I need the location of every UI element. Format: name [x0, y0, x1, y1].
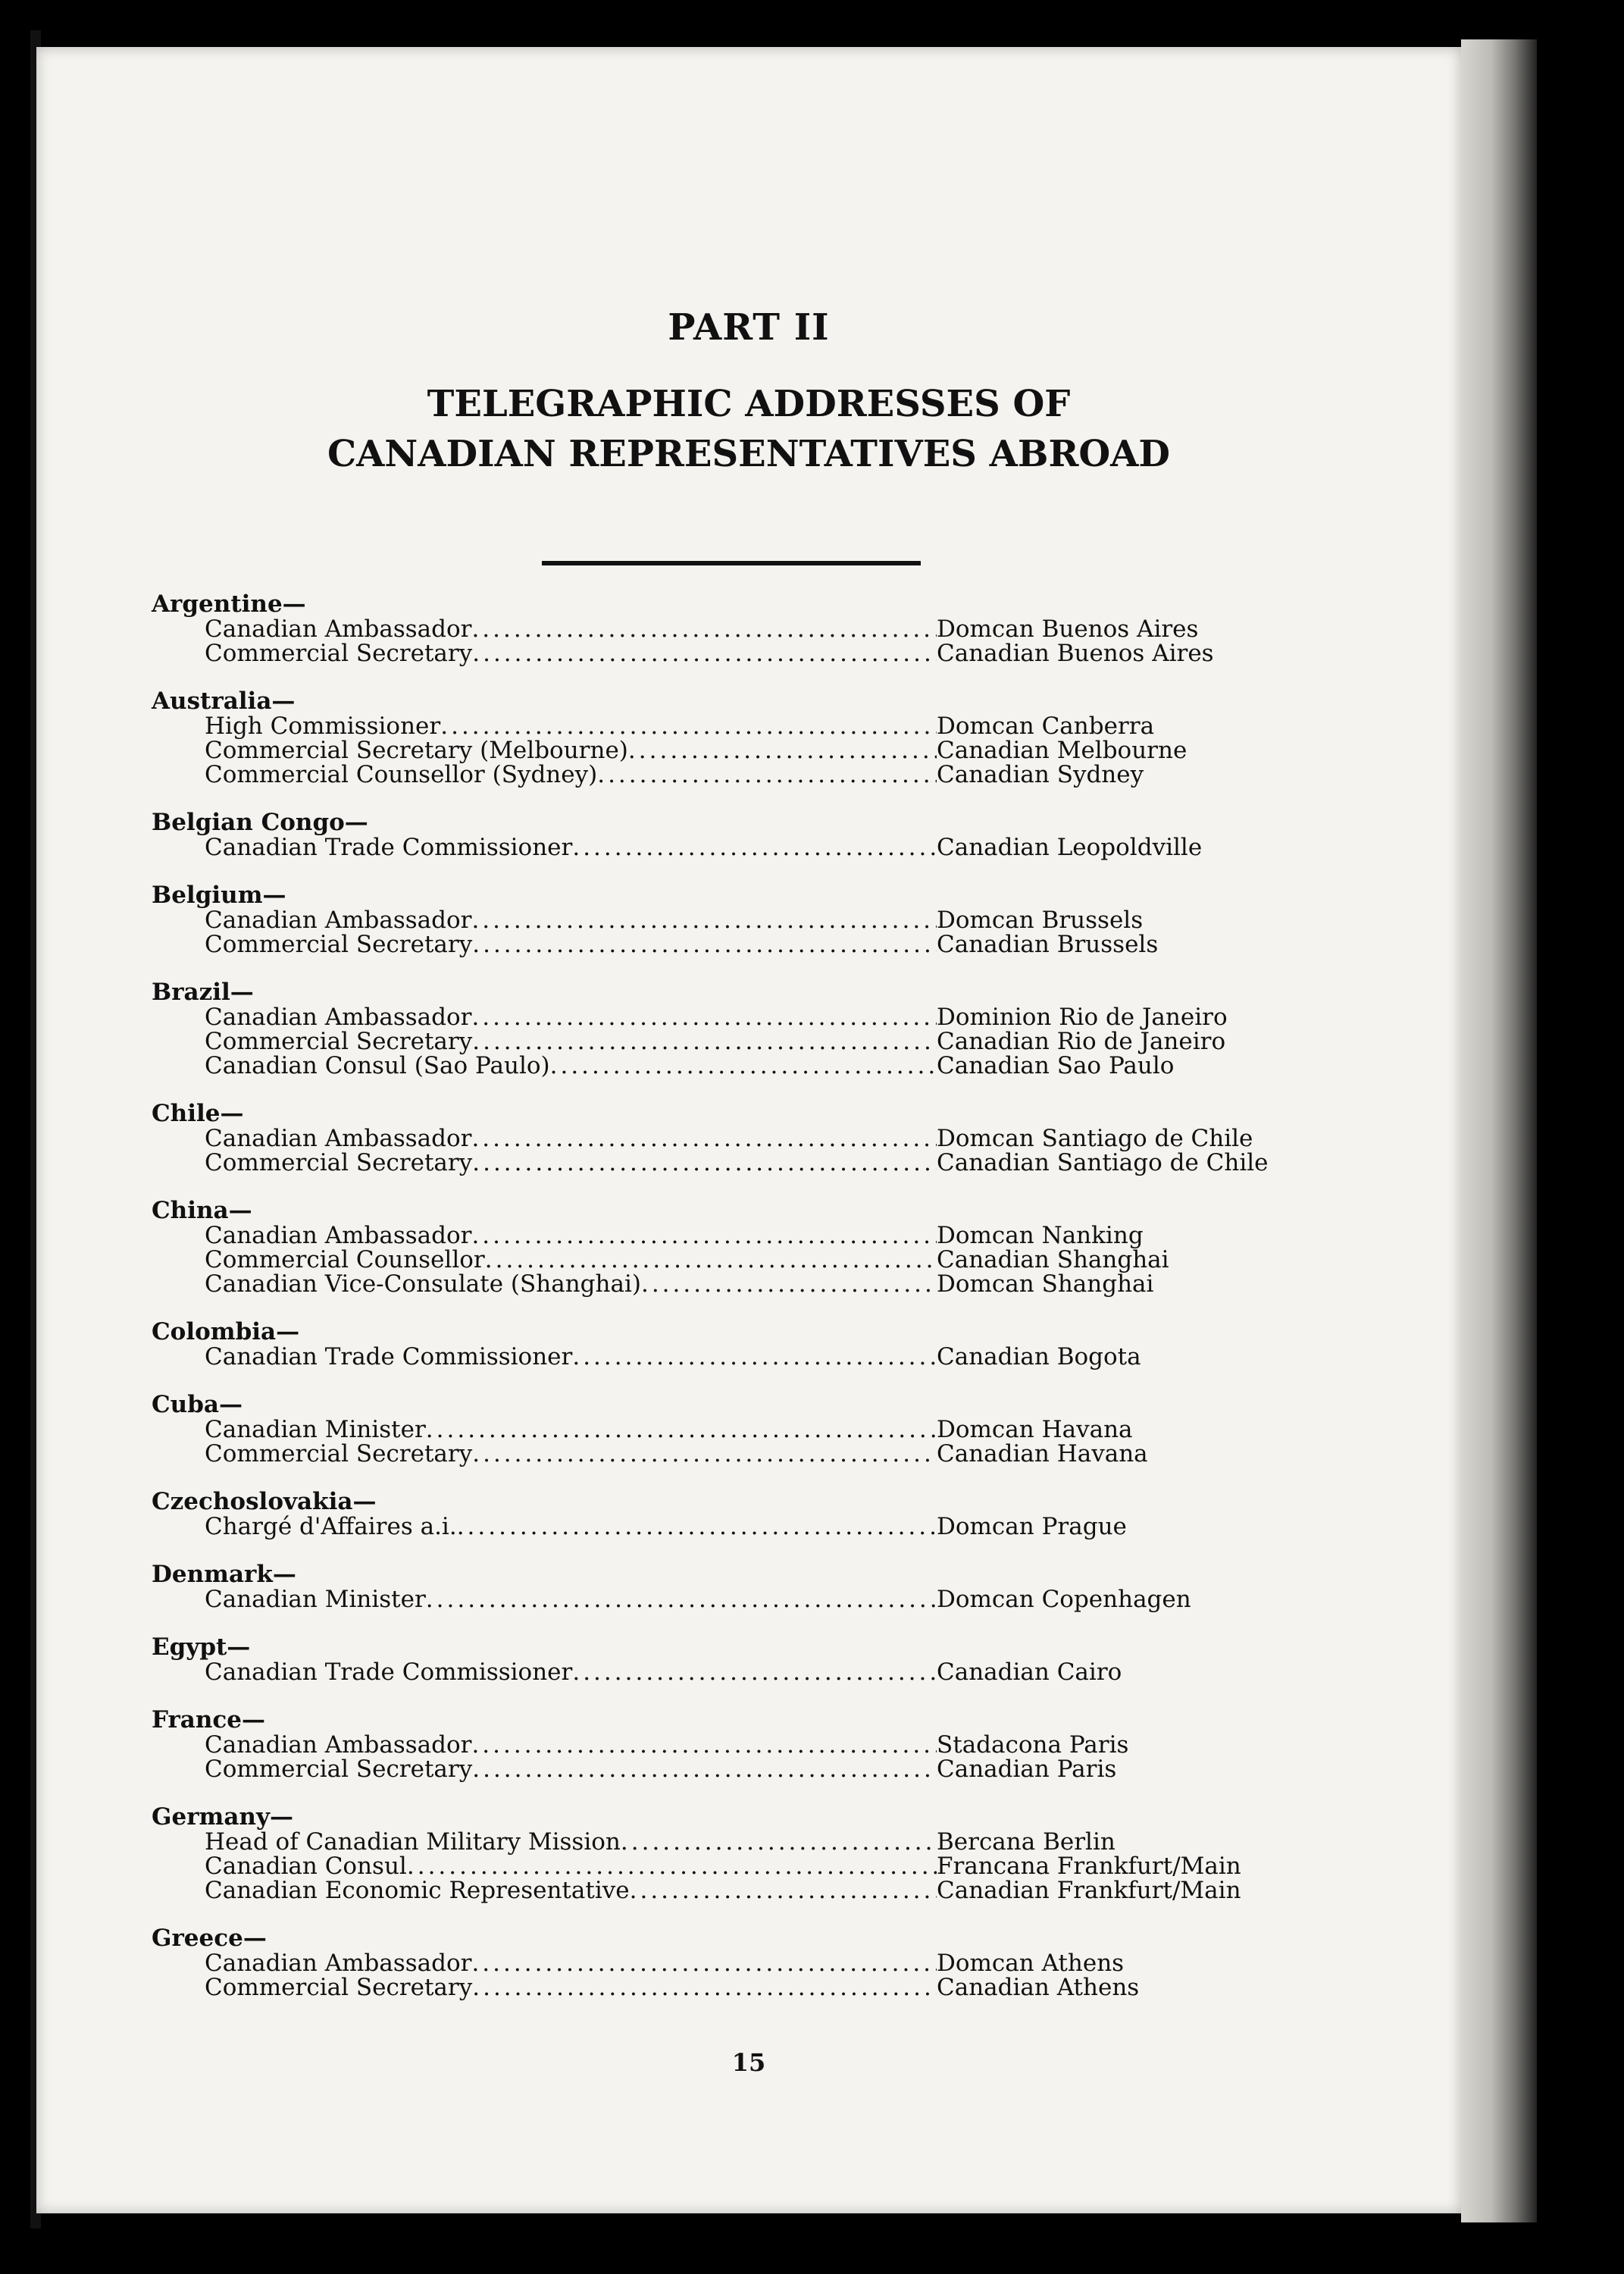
dot-leader: [572, 1345, 937, 1369]
entry-row: [152, 617, 1288, 641]
country-group: [152, 1101, 1288, 1175]
entry-row: [152, 932, 1288, 957]
dot-leader: [572, 835, 937, 860]
country-group: [152, 1634, 1288, 1684]
representative-role: Commercial Secretary: [205, 1974, 473, 2001]
dot-leader: [471, 1005, 937, 1029]
telegraphic-address: Canadian Buenos Aires: [937, 640, 1214, 667]
role-column: [152, 641, 937, 666]
entry-row: [152, 1151, 1288, 1175]
country-name: China—: [152, 1197, 252, 1224]
role-column: [152, 1514, 937, 1539]
representative-role: Canadian Trade Commissioner: [205, 1659, 573, 1686]
representative-role: Commercial Counsellor: [205, 1246, 485, 1273]
dot-leader: [641, 1272, 937, 1296]
entry-row: [152, 1272, 1288, 1296]
country-name: Czechoslovakia—: [152, 1488, 377, 1515]
role-column: [152, 1830, 937, 1854]
role-column: [152, 1029, 937, 1054]
entry-row: [152, 1126, 1288, 1151]
role-column: [152, 932, 937, 957]
representative-role: Chargé d'Affaires a.i.: [205, 1513, 457, 1540]
page-number: 15: [731, 2048, 766, 2077]
country-name: Colombia—: [152, 1318, 300, 1345]
representative-role: Head of Canadian Military Mission: [205, 1828, 621, 1856]
country-name: Greece—: [152, 1925, 267, 1952]
country-name: Belgium—: [152, 882, 286, 909]
role-column: [152, 1878, 937, 1903]
entry-row: [152, 1830, 1288, 1854]
country-group: [152, 1198, 1288, 1296]
document-page: [36, 47, 1461, 2213]
entry-row: [152, 1733, 1288, 1757]
dot-leader: [471, 1951, 937, 1975]
representative-role: Canadian Vice-Consulate (Shanghai): [205, 1270, 641, 1298]
country-group: [152, 591, 1288, 666]
telegraphic-address: Domcan Brussels: [937, 907, 1144, 934]
telegraphic-address: Canadian Sydney: [937, 761, 1144, 788]
representative-role: Canadian Trade Commissioner: [205, 834, 573, 861]
dot-leader: [471, 1223, 937, 1248]
country-group: [152, 1489, 1288, 1539]
entry-row: [152, 835, 1288, 860]
part-heading: PART II: [668, 306, 830, 349]
dot-leader: [472, 932, 937, 957]
country-group: [152, 688, 1288, 787]
entry-row: [152, 1248, 1288, 1272]
role-column: [152, 1442, 937, 1466]
entry-row: [152, 1660, 1288, 1684]
dot-leader: [572, 1660, 937, 1684]
telegraphic-address: Canadian Frankfurt/Main: [937, 1877, 1241, 1904]
telegraphic-address: Canadian Shanghai: [937, 1246, 1169, 1273]
role-column: [152, 1151, 937, 1175]
entry-row: [152, 641, 1288, 666]
role-column: [152, 1223, 937, 1248]
role-column: [152, 738, 937, 763]
telegraphic-address: Dominion Rio de Janeiro: [937, 1004, 1228, 1031]
telegraphic-address: Domcan Copenhagen: [937, 1586, 1191, 1613]
dot-leader: [630, 1878, 937, 1903]
telegraphic-address: Francana Frankfurt/Main: [937, 1853, 1241, 1880]
country-name: Australia—: [152, 688, 296, 715]
country-name: Denmark—: [152, 1561, 296, 1588]
dot-leader: [485, 1248, 937, 1272]
country-name: France—: [152, 1706, 266, 1734]
dot-leader: [407, 1854, 937, 1878]
country-group: [152, 979, 1288, 1078]
telegraphic-address: Canadian Leopoldville: [937, 834, 1203, 861]
representative-role: Commercial Counsellor (Sydney): [205, 761, 598, 788]
role-column: [152, 1660, 937, 1684]
telegraphic-address: Canadian Brussels: [937, 931, 1159, 958]
dot-leader: [628, 738, 937, 763]
telegraphic-address: Canadian Rio de Janeiro: [937, 1028, 1226, 1055]
entry-row: [152, 1223, 1288, 1248]
title-divider: [542, 561, 921, 565]
representative-role: High Commissioner: [205, 713, 441, 740]
page-title: [36, 379, 1461, 479]
dot-leader: [472, 641, 937, 666]
telegraphic-address: Canadian Bogota: [937, 1343, 1141, 1370]
telegraphic-address: Domcan Santiago de Chile: [937, 1125, 1253, 1152]
role-column: [152, 714, 937, 738]
telegraphic-address: Domcan Havana: [937, 1416, 1133, 1443]
representative-role: Commercial Secretary (Melbourne): [205, 737, 628, 764]
country-name: Germany—: [152, 1803, 293, 1831]
page-edge: [1461, 39, 1537, 2222]
entry-row: [152, 1054, 1288, 1078]
role-column: [152, 617, 937, 641]
dot-leader: [471, 1126, 937, 1151]
dot-leader: [621, 1830, 937, 1854]
representative-role: Canadian Ambassador: [205, 1125, 472, 1152]
dot-leader: [550, 1054, 937, 1078]
representative-role: Canadian Economic Representative: [205, 1877, 630, 1904]
country-name: Egypt—: [152, 1633, 251, 1661]
representative-role: Canadian Ambassador: [205, 615, 472, 643]
telegraphic-address: Domcan Shanghai: [937, 1270, 1154, 1298]
role-column: [152, 1975, 937, 2000]
representative-role: Commercial Secretary: [205, 640, 473, 667]
telegraphic-address: Canadian Melbourne: [937, 737, 1187, 764]
role-column: [152, 763, 937, 787]
representative-role: Canadian Consul (Sao Paulo): [205, 1052, 550, 1079]
role-column: [152, 1587, 937, 1612]
telegraphic-address: Canadian Sao Paulo: [937, 1052, 1175, 1079]
dot-leader: [472, 1151, 937, 1175]
entry-row: [152, 1878, 1288, 1903]
telegraphic-address: Canadian Athens: [937, 1974, 1140, 2001]
representative-role: Canadian Ambassador: [205, 1950, 472, 1977]
representative-role: Canadian Ambassador: [205, 907, 472, 934]
representative-role: Commercial Secretary: [205, 1440, 473, 1467]
role-column: [152, 1757, 937, 1781]
entry-row: [152, 1757, 1288, 1781]
telegraphic-address: Domcan Canberra: [937, 713, 1155, 740]
country-group: [152, 810, 1288, 860]
role-column: [152, 1005, 937, 1029]
role-column: [152, 908, 937, 932]
representative-role: Commercial Secretary: [205, 1149, 473, 1176]
telegraphic-address: Domcan Prague: [937, 1513, 1127, 1540]
entry-row: [152, 1854, 1288, 1878]
entry-row: [152, 714, 1288, 738]
entry-row: [152, 1587, 1288, 1612]
telegraphic-address: Canadian Paris: [937, 1756, 1117, 1783]
representative-role: Canadian Ambassador: [205, 1222, 472, 1249]
dot-leader: [472, 1442, 937, 1466]
role-column: [152, 1248, 937, 1272]
country-name: Cuba—: [152, 1391, 243, 1418]
representative-role: Canadian Minister: [205, 1586, 426, 1613]
country-group: [152, 882, 1288, 957]
country-group: [152, 1319, 1288, 1369]
telegraphic-address: Domcan Buenos Aires: [937, 615, 1199, 643]
entry-row: [152, 1005, 1288, 1029]
representative-role: Canadian Minister: [205, 1416, 426, 1443]
role-column: [152, 1054, 937, 1078]
dot-leader: [472, 1757, 937, 1781]
representative-role: Canadian Trade Commissioner: [205, 1343, 573, 1370]
telegraphic-address: Stadacona Paris: [937, 1731, 1129, 1759]
representative-role: Canadian Ambassador: [205, 1731, 472, 1759]
title-line-1: TELEGRAPHIC ADDRESSES OF: [427, 383, 1071, 425]
entry-row: [152, 1514, 1288, 1539]
entry-row: [152, 763, 1288, 787]
address-listing: [152, 591, 1288, 2022]
country-name: Brazil—: [152, 979, 254, 1006]
representative-role: Commercial Secretary: [205, 1028, 473, 1055]
role-column: [152, 1854, 937, 1878]
role-column: [152, 1417, 937, 1442]
representative-role: Commercial Secretary: [205, 931, 473, 958]
country-group: [152, 1392, 1288, 1466]
country-group: [152, 1561, 1288, 1612]
entry-row: [152, 1417, 1288, 1442]
country-group: [152, 1925, 1288, 2000]
title-line-2: CANADIAN REPRESENTATIVES ABROAD: [327, 433, 1171, 475]
role-column: [152, 1126, 937, 1151]
country-name: Belgian Congo—: [152, 809, 368, 836]
dot-leader: [471, 1733, 937, 1757]
dot-leader: [457, 1514, 937, 1539]
representative-role: Canadian Consul: [205, 1853, 407, 1880]
entry-row: [152, 1951, 1288, 1975]
country-name: Chile—: [152, 1100, 244, 1127]
entry-row: [152, 738, 1288, 763]
entry-row: [152, 908, 1288, 932]
role-column: [152, 1345, 937, 1369]
role-column: [152, 1951, 937, 1975]
entry-row: [152, 1442, 1288, 1466]
telegraphic-address: Canadian Santiago de Chile: [937, 1149, 1269, 1176]
telegraphic-address: Canadian Cairo: [937, 1659, 1122, 1686]
dot-leader: [472, 1029, 937, 1054]
country-group: [152, 1707, 1288, 1781]
role-column: [152, 835, 937, 860]
telegraphic-address: Bercana Berlin: [937, 1828, 1116, 1856]
role-column: [152, 1733, 937, 1757]
role-column: [152, 1272, 937, 1296]
dot-leader: [472, 1975, 937, 2000]
dot-leader: [471, 617, 937, 641]
dot-leader: [597, 763, 937, 787]
entry-row: [152, 1975, 1288, 2000]
country-group: [152, 1804, 1288, 1903]
representative-role: Canadian Ambassador: [205, 1004, 472, 1031]
dot-leader: [426, 1417, 937, 1442]
dot-leader: [471, 908, 937, 932]
dot-leader: [426, 1587, 937, 1612]
representative-role: Commercial Secretary: [205, 1756, 473, 1783]
country-name: Argentine—: [152, 590, 306, 618]
telegraphic-address: Canadian Havana: [937, 1440, 1148, 1467]
entry-row: [152, 1345, 1288, 1369]
telegraphic-address: Domcan Athens: [937, 1950, 1125, 1977]
telegraphic-address: Domcan Nanking: [937, 1222, 1144, 1249]
entry-row: [152, 1029, 1288, 1054]
dot-leader: [440, 714, 937, 738]
